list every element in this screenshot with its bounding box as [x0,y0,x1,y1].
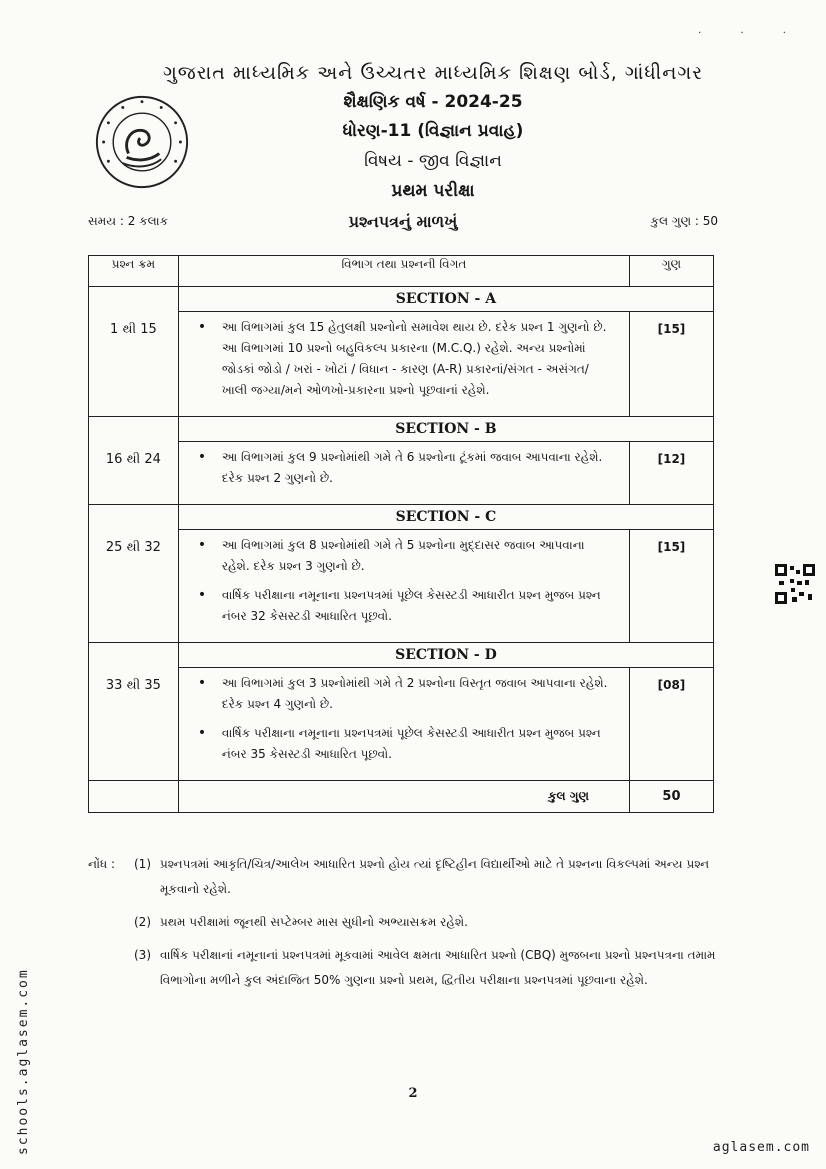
total-empty [89,781,179,813]
notes [88,852,728,1001]
section-c-point-2: • વાર્ષિક પરીક્ષાના નમૂનાના પ્રશ્નપત્રમાં પૂછેલ કેસસ્ટડી આધારીત પ્રશ્ન મુજબ પ્રશ્ન નંબર 32 કેસસ્ટડી આધારિત પૂછવો. [222,585,614,627]
exam-name: પ્રથમ પરીક્ષા [391,181,475,201]
note-3-num: (3) [134,948,151,962]
meta-row [88,212,718,234]
section-a-title-row [89,287,714,312]
corner-marks: · · · [698,28,804,39]
section-a-row [89,312,714,417]
section-b-detail [178,442,629,505]
section-b-range: 16 થી 24 [89,442,179,505]
total-value: 50 [629,781,713,813]
board-name: ગુજરાત માધ્યમિક અને ઉચ્ચતર માધ્યમિક શિક્ષણ બોર્ડ, ગાંધીનગર [162,62,704,84]
section-a-range: 1 થી 15 [89,312,179,417]
section-c-range: 25 થી 32 [89,530,179,643]
section-c-title-row [89,505,714,530]
note-2 [88,910,728,935]
section-c-title: SECTION - C [178,505,713,530]
section-c-marks: [15] [629,530,713,643]
section-b-row [89,442,714,505]
note-1-num: (1) [134,857,151,871]
section-a-empty [89,287,179,312]
notes-label: નોંધ : [88,857,115,871]
standard: ધોરણ-11 (વિજ્ઞાન પ્રવાહ) [342,121,524,141]
section-d-range: 33 થી 35 [89,668,179,781]
section-c-point-1: • આ વિભાગમાં કુલ 8 પ્રશ્નોમાંથી ગમે તે 5 પ્રશ્નોના મુદ્દાસર જવાબ આપવાના રહેશે. દરેક પ્રશ્ન 3 ગુણનો છે. [222,535,614,577]
note-2-num: (2) [134,915,151,929]
section-a-detail [178,312,629,417]
table-header-row [89,256,714,287]
page-number: 2 [408,1086,418,1101]
section-d-title-row [89,643,714,668]
section-a-title: SECTION - A [178,287,713,312]
side-watermark: schools.aglasem.com [16,968,31,1155]
section-c-row [89,530,714,643]
note-3-text: વાર્ષિક પરીક્ષાનાં નમૂનાનાં પ્રશ્નપત્રમાં મૂકવામાં આવેલ ક્ષમતા આધારિત પ્રશ્નો (CBQ) મુજબના પ્રશ્નો પ્રશ્નપત્રના તમામ વિભાગોના મળીને કુલ અંદાજિત 50% ગુણના પ્રશ્નો પ્રથમ, દ્વિતીય પરીક્ષાના પ્રશ્નપત્રમાં પૂછવાના રહેશે. [160,948,716,987]
section-d-detail [178,668,629,781]
section-d-marks: [08] [629,668,713,781]
section-b-empty [89,417,179,442]
total-label: કુલ ગુણ [178,781,629,813]
qr-code-icon [775,564,815,604]
section-b-point-1: • આ વિભાગમાં કુલ 9 પ્રશ્નોમાંથી ગમે તે 6 પ્રશ્નોના ટૂંકમાં જવાબ આપવાના રહેશે. દરેક પ્રશ્ન 2 ગુણનો છે. [222,447,614,489]
note-1 [88,852,728,902]
total-row [89,781,714,813]
note-3 [88,943,728,993]
section-d-row [89,668,714,781]
section-d-point-1: • આ વિભાગમાં કુલ 3 પ્રશ્નોમાંથી ગમે તે 2 પ્રશ્નોના વિસ્તૃત જવાબ આપવાના રહેશે. દરેક પ્રશ્ન 4 ગુણનો છે. [222,673,614,715]
exam-time: સમય : 2 કલાક [88,214,169,228]
col-marks: ગુણ [629,256,713,287]
section-d-empty [89,643,179,668]
paper-title: પ્રશ્નપત્રનું માળખું [348,212,458,231]
footer-watermark: aglasem.com [712,1140,810,1155]
section-c-empty [89,505,179,530]
section-a-marks: [15] [629,312,713,417]
academic-year: શૈક્ષણિક વર્ષ - 2024-25 [343,92,523,112]
total-marks: કુલ ગુણ : 50 [650,214,718,228]
section-c-detail [178,530,629,643]
section-b-title-row [89,417,714,442]
section-a-point-1: • આ વિભાગમાં કુલ 15 હેતુલક્ષી પ્રશ્નોનો સમાવેશ થાય છે. દરેક પ્રશ્ન 1 ગુણનો છે. આ વિભાગમાં 10 પ્રશ્નો બહુવિકલ્પ પ્રકારના (M.C.Q.) રહેશે. અન્ય પ્રશ્નોમાં જોડકાં જોડો / ખરાં - ખોટાં / વિધાન - કારણ (A-R) પ્રકારનાં/સંગત - અસંગત/ ખાલી જગ્યા/મને ઓળખો-પ્રકારના પ્રશ્નો પૂછવાનાં રહેશે. [222,317,614,401]
section-b-title: SECTION - B [178,417,713,442]
section-d-point-2: • વાર્ષિક પરીક્ષાના નમૂનાના પ્રશ્નપત્રમાં પૂછેલ કેસસ્ટડી આધારીત પ્રશ્ન મુજબ પ્રશ્ન નંબર 35 કેસસ્ટડી આધારિત પૂછવો. [222,723,614,765]
col-detail: વિભાગ તથા પ્રશ્નની વિગત [178,256,629,287]
section-d-title: SECTION - D [178,643,713,668]
paper-pattern-table [88,255,714,813]
subject: વિષય - જીવ વિજ્ઞાન [364,151,502,171]
col-question-no: પ્રશ્ન ક્રમ [89,256,179,287]
note-2-text: પ્રથમ પરીક્ષામાં જૂનથી સપ્ટેમ્બર માસ સુધીનો અભ્યાસક્રમ રહેશે. [160,915,468,929]
note-1-text: પ્રશ્નપત્રમાં આકૃતિ/ચિત્ર/આલેખ આધારિત પ્રશ્નો હોય ત્યાં દૃષ્ટિહીન વિદ્યાર્થીઓ માટે તે પ્રશ્નના વિકલ્પમાં અન્ય પ્રશ્ન મૂકવાનો રહેશે. [160,857,710,896]
section-b-marks: [12] [629,442,713,505]
